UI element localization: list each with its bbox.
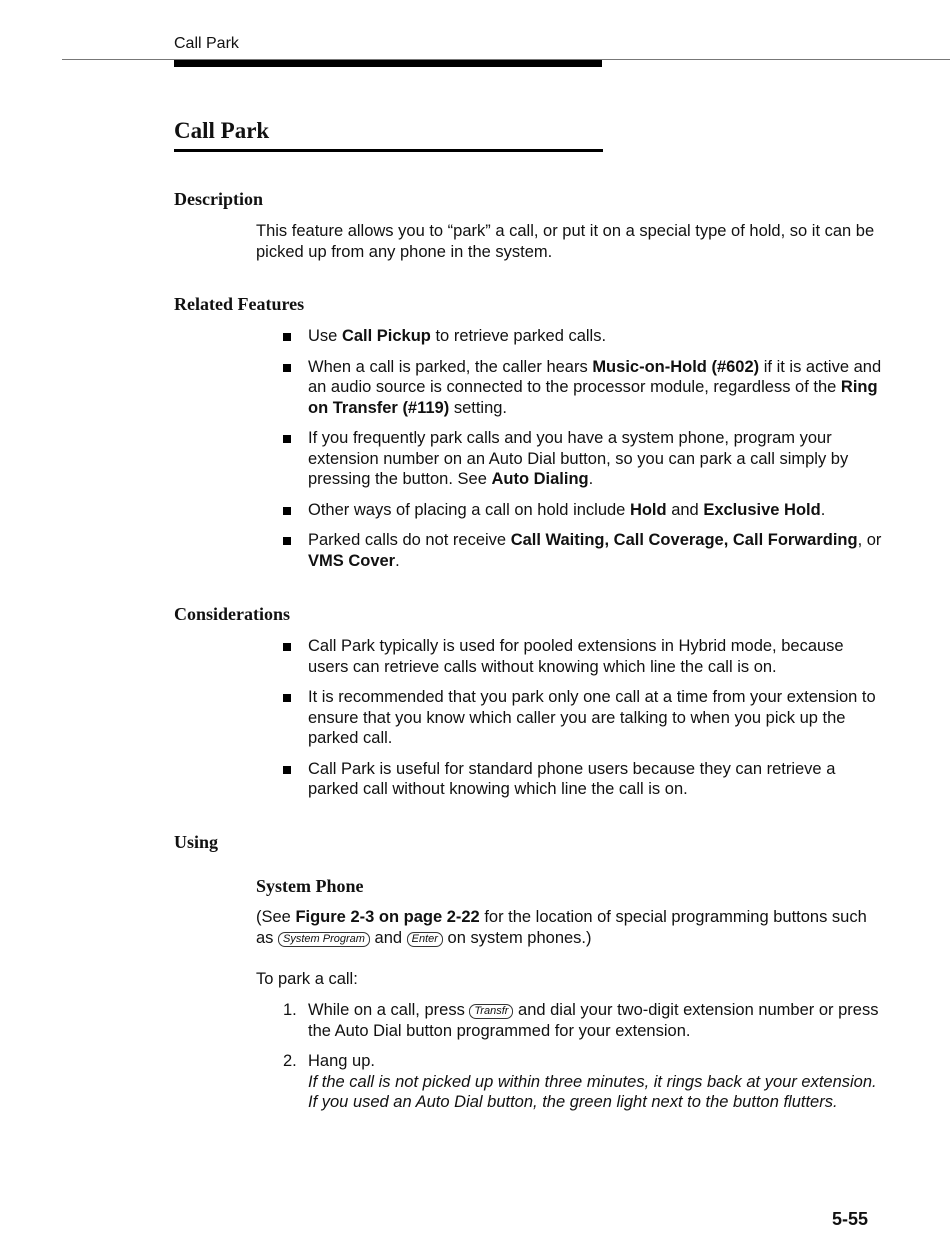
consideration-item [283, 636, 883, 677]
related-features-heading: Related Features [174, 294, 305, 314]
item-text: if it is active and an audio source is connected to the processor module, regardless of the [308, 357, 882, 396]
item-text: Other ways of placing a call on hold include [308, 500, 630, 519]
section-title: Call Park [174, 118, 270, 143]
item-text: If you frequently park calls and you have a system phone, program your extension number on an Auto Dial button, so you can park a call simply by pressing the button. See [308, 429, 849, 488]
step-text: While on a call, press [308, 1001, 470, 1019]
considerations-heading: Considerations [174, 604, 291, 624]
transfer-key-icon: Transfr [469, 1004, 513, 1019]
consideration-item [283, 687, 883, 749]
feature-ref: Call Waiting, Call Coverage, Call Forwarding [510, 531, 858, 549]
item-text: Call Park is useful for standard phone users because they can retrieve a parked call without knowing which line the call is on. [308, 759, 836, 798]
description-heading: Description [174, 189, 263, 209]
feature-ref: Hold [629, 500, 667, 519]
related-feature-item [283, 428, 883, 490]
bullet-icon [283, 333, 291, 341]
system-phone-heading: System Phone [256, 876, 364, 896]
feature-ref: Auto Dialing [491, 470, 589, 488]
bullet-icon [283, 643, 291, 651]
step-note: If the call is not picked up within three minutes, it rings back at your extension. If you used an Auto Dial button, the green light next to the button flutters. [308, 1072, 877, 1111]
title-underline [174, 149, 603, 152]
step-number: 1. [283, 1001, 297, 1019]
item-text: and [666, 500, 704, 519]
page-number: 5-55 [831, 1209, 868, 1229]
procedure-intro: To park a call: [256, 970, 358, 988]
bullet-icon [283, 766, 291, 774]
related-feature-item [283, 326, 883, 347]
related-feature-item [283, 357, 883, 419]
item-text: Parked calls do not receive [308, 531, 511, 549]
bullet-icon [283, 435, 291, 443]
related-features-list [283, 326, 883, 581]
step-text: Hang up. [308, 1052, 375, 1070]
bullet-icon [283, 364, 291, 372]
item-text: Use [308, 327, 342, 345]
note-text: and [369, 928, 407, 947]
note-text: on system phones.) [442, 928, 592, 947]
note-text: (See [256, 908, 296, 926]
procedure-steps [283, 1000, 883, 1123]
item-text: When a call is parked, the caller hears [308, 357, 593, 376]
feature-ref: Music-on-Hold (#602) [592, 357, 760, 376]
related-feature-item [283, 530, 883, 571]
note-text: for the location of special programming buttons such as [256, 908, 867, 947]
item-text: It is recommended that you park only one call at a time from your extension to ensure that you know which caller you are talking to when you pick up the parked call. [308, 688, 876, 747]
item-text: . [820, 500, 826, 519]
item-text: to retrieve parked calls. [430, 327, 607, 345]
feature-ref: Exclusive Hold [703, 500, 821, 519]
procedure-step [283, 1051, 883, 1113]
figure-ref: Figure 2-3 on page 2-22 [295, 908, 480, 926]
considerations-list [283, 636, 883, 810]
item-text: , or [857, 531, 882, 549]
description-text: This feature allows you to “park” a call, or put it on a special type of hold, so it can be picked up from any phone in the system. [256, 222, 875, 261]
system-program-key-icon: System Program [278, 932, 370, 947]
feature-ref: Call Pickup [341, 327, 431, 345]
header-rule-thick [174, 60, 602, 67]
bullet-icon [283, 537, 291, 545]
bullet-icon [283, 507, 291, 515]
see-figure-note [256, 907, 876, 948]
enter-key-icon: Enter [407, 932, 443, 947]
procedure-step [283, 1000, 883, 1041]
running-header-title: Call Park [174, 35, 239, 52]
item-text: setting. [449, 398, 508, 417]
feature-ref: VMS Cover [308, 551, 396, 570]
item-text: . [588, 470, 594, 488]
step-number: 2. [283, 1052, 297, 1070]
item-text: . [395, 551, 400, 570]
feature-ref: Ring on Transfer (#119) [308, 378, 878, 417]
related-feature-item [283, 500, 883, 521]
step-text: and dial your two-digit extension number or press the Auto Dial button programmed for your extension. [308, 1001, 879, 1040]
using-heading: Using [174, 832, 219, 852]
consideration-item [283, 759, 883, 800]
item-text: Call Park typically is used for pooled extensions in Hybrid mode, because users can retrieve calls without knowing which line the call is on. [308, 637, 844, 676]
bullet-icon [283, 694, 291, 702]
